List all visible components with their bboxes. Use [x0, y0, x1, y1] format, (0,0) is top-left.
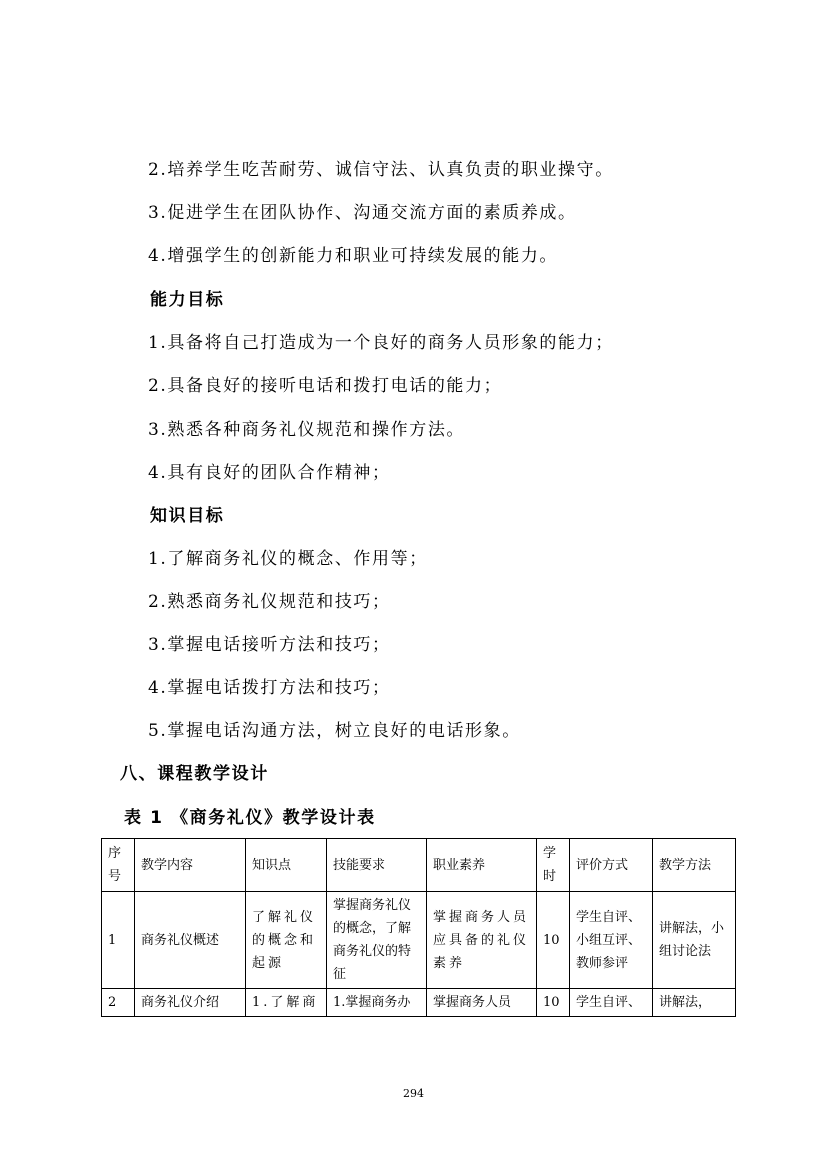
cell-index: 2 [102, 989, 135, 1017]
knowledge-item-1: 1.了解商务礼仪的概念、作用等； [148, 549, 428, 569]
header-cell-knowledge: 知识点 [246, 839, 327, 892]
page-number: 294 [403, 1087, 424, 1100]
header-cell-literacy: 职业素养 [427, 839, 537, 892]
cell-hours: 10 [537, 892, 570, 989]
cell-evaluation: 学生自评、 [570, 989, 653, 1017]
table-row [102, 892, 736, 989]
table-row [102, 989, 736, 1017]
ability-heading: 能力目标 [150, 290, 225, 310]
cell-knowledge: 了解礼仪的概念和起源 [246, 892, 327, 989]
header-cell-skills: 技能要求 [327, 839, 427, 892]
cell-index: 1 [102, 892, 135, 989]
header-cell-method: 教学方法 [653, 839, 736, 892]
table-caption: 表 1 《商务礼仪》教学设计表 [124, 808, 376, 828]
header-cell-hours: 学时 [537, 839, 570, 892]
ability-item-4: 4.具有良好的团队合作精神； [148, 463, 391, 483]
quality-item-3: 3.促进学生在团队协作、沟通交流方面的素质养成。 [148, 203, 577, 223]
cell-knowledge: 1.了解商 [246, 989, 327, 1017]
cell-skills: 掌握商务礼仪的概念，了解商务礼仪的特征 [327, 892, 427, 989]
header-cell-evaluation: 评价方式 [570, 839, 653, 892]
ability-item-2: 2.具备良好的接听电话和拨打电话的能力； [148, 376, 503, 396]
header-cell-index: 序号 [102, 839, 135, 892]
cell-method: 讲解法，小组讨论法 [653, 892, 736, 989]
ability-item-1: 1.具备将自己打造成为一个良好的商务人员形象的能力； [148, 333, 614, 353]
knowledge-item-3: 3.掌握电话接听方法和技巧； [148, 635, 391, 655]
knowledge-item-5: 5.掌握电话沟通方法，树立良好的电话形象。 [148, 721, 521, 741]
cell-content: 商务礼仪介绍 [135, 989, 246, 1017]
quality-item-4: 4.增强学生的创新能力和职业可持续发展的能力。 [148, 246, 559, 266]
cell-skills: 1.掌握商务办 [327, 989, 427, 1017]
knowledge-item-4: 4.掌握电话拨打方法和技巧； [148, 678, 391, 698]
ability-item-3: 3.熟悉各种商务礼仪规范和操作方法。 [148, 420, 466, 440]
cell-literacy: 掌握商务人员 [427, 989, 537, 1017]
quality-item-2: 2.培养学生吃苦耐劳、诚信守法、认真负责的职业操守。 [148, 160, 614, 180]
table-header-row [102, 839, 736, 892]
cell-hours: 10 [537, 989, 570, 1017]
cell-method: 讲解法， [653, 989, 736, 1017]
header-cell-content: 教学内容 [135, 839, 246, 892]
cell-evaluation: 学生自评、小组互评、教师参评 [570, 892, 653, 989]
section-title: 八、课程教学设计 [120, 764, 269, 784]
knowledge-item-2: 2.熟悉商务礼仪规范和技巧； [148, 592, 391, 612]
teaching-design-table [101, 838, 736, 1017]
cell-content: 商务礼仪概述 [135, 892, 246, 989]
knowledge-heading: 知识目标 [150, 506, 225, 526]
cell-literacy: 掌握商务人员应具备的礼仪素养 [427, 892, 537, 989]
